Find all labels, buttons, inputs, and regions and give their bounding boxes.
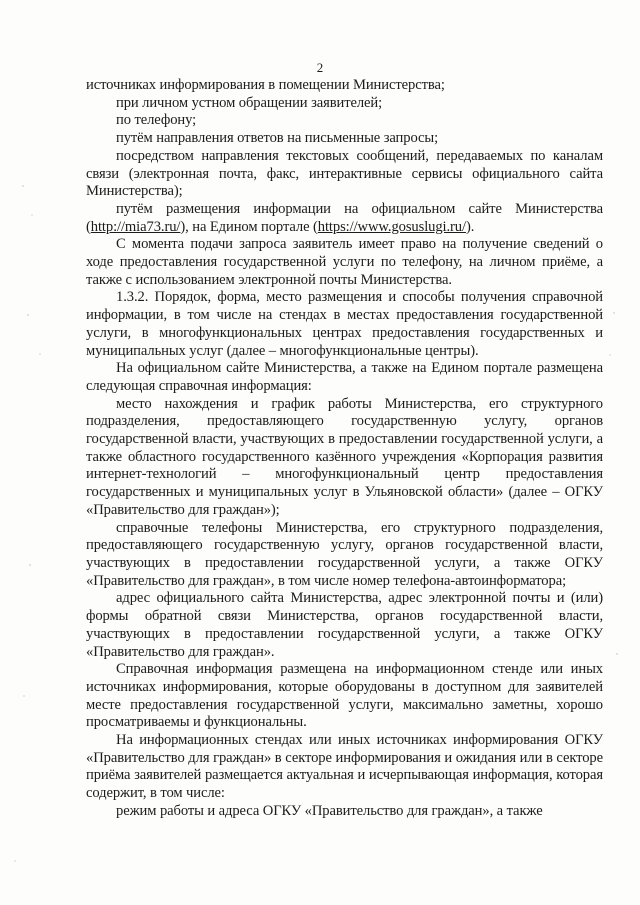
paragraph-7: С момента подачи запроса заявитель имеет право на получение сведений о ходе предоставления государственной услуги по телефону, на личном приёме, а также с использованием электронной почты Министерства.: [86, 236, 603, 288]
document-body: [86, 77, 603, 821]
paragraph-12: адрес официального сайта Министерства, адрес электронной почты и (или) формы обратной связи Министерства, органов государственной власти, участвующих в предоставлении государственной услуги, а также ОГКУ «Правительство для граждан».: [86, 590, 603, 660]
paragraph-2: при личном устном обращении заявителей;: [116, 94, 383, 111]
ministry-site-link[interactable]: http://mia73.ru/: [90, 218, 181, 235]
paragraph-9: На официальном сайте Министерства, а также на Едином портале размещена следующая справочная информация:: [86, 360, 603, 394]
paragraph-3: по телефону;: [116, 112, 197, 129]
paragraph-4: путём направления ответов на письменные запросы;: [116, 130, 439, 147]
paragraph-6-tail: ).: [465, 218, 475, 235]
gosuslugi-link[interactable]: https://www.gosuslugi.ru/: [317, 218, 466, 235]
paragraph-10: место нахождения и график работы Министерства, его структурного подразделения, предоставляющего государственную услугу, органов государственной власти, участвующих в предоставлении государственной услуги, а также областного государственного казённого учреждения «Корпорация развития интернет-технологий – многофункциональный центр предоставления государственных и муниципальных услуг в Ульяновской области» (далее – ОГКУ «Правительство для граждан»);: [86, 395, 603, 518]
paragraph-5: посредством направления текстовых сообщений, передаваемых по каналам связи (электронная почта, факс, интерактивные сервисы официального сайта Министерства);: [86, 147, 603, 200]
paragraph-8: 1.3.2. Порядок, форма, место размещения и способы получения справочной информации, в том числе на стендах в местах предоставления государственной услуги, в многофункциональных центрах предоставления государственных и муниципальных услуг (далее – многофункциональные центры).: [86, 289, 603, 359]
paragraph-15: режим работы и адреса ОГКУ «Правительство для граждан», а также: [116, 802, 543, 819]
paragraph-1: источниках информирования в помещении Министерства;: [86, 77, 445, 93]
page-number: 2: [316, 60, 324, 75]
paragraph-6-mid: ), на Едином портале (: [180, 218, 318, 235]
paragraph-14: На информационных стендах или иных источниках информирования ОГКУ «Правительство для граждан» в секторе информирования и ожидания или в секторе приёма заявителей размещается актуальная и исчерпывающая информация, которая содержит, в том числе:: [86, 732, 603, 802]
paragraph-6-text: путём размещения информации на официальном сайте Министерства (: [86, 200, 603, 235]
paragraph-13: Справочная информация размещена на информационном стенде или иных источниках информирования, которые оборудованы в доступном для заявителей месте предоставления государственной услуги, максимально заметны, хорошо просматриваемы и функциональны.: [86, 661, 603, 731]
paragraph-6: [86, 201, 603, 236]
paragraph-11: справочные телефоны Министерства, его структурного подразделения, предоставляющего государственную услугу, органов государственной власти, участвующих в предоставлении государственной услуги, а также ОГКУ «Правительство для граждан», в том числе номер телефона-автоинформатора;: [86, 519, 603, 589]
